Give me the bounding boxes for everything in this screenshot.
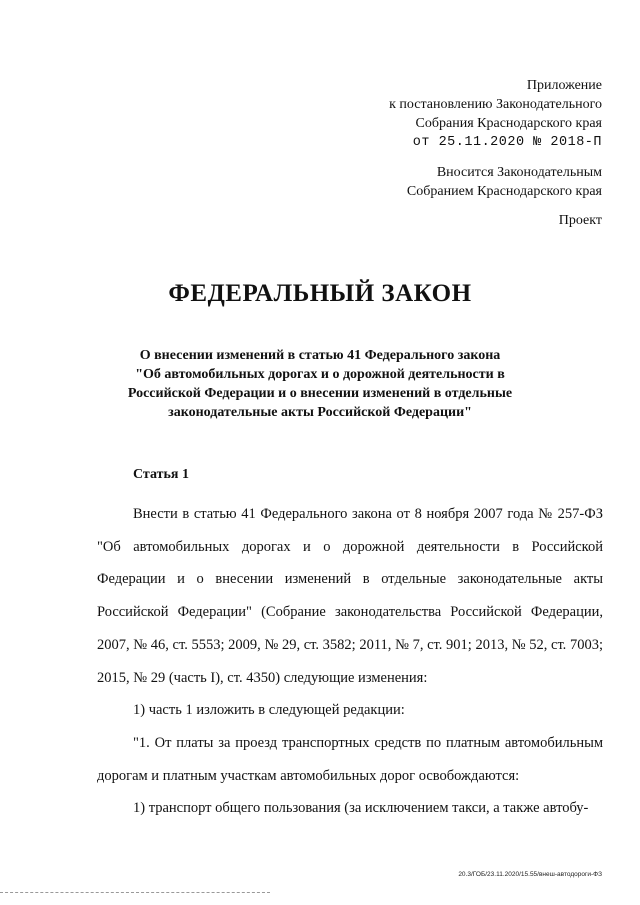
document-type-heading: ФЕДЕРАЛЬНЫЙ ЗАКОН xyxy=(168,280,472,307)
appendix-header xyxy=(389,76,602,152)
title-line-1: О внесении изменений в статью 41 Федерального закона xyxy=(139,348,501,363)
resolution-reference: к постановлению Законодательного xyxy=(389,97,602,112)
draft-label: Проект xyxy=(558,213,602,228)
submission-line-2: Собранием Краснодарского края xyxy=(406,184,602,199)
article-paragraph: Внести в статью 41 Федерального закона от 8 ноября 2007 года № 257-ФЗ "Об автомобильных дорогах и о дорожной деятельности в Российской Федерации и о внесении изменений в отдельные законодательные акты Российской Федерации" (Собрание законодательства Российской Федерации, 2007, № 46, ст. 5553; 2009, № 29, ст. 3582; 2011, № 7, ст. 901; 2013, № 52, ст. 7003; 2015, № 29 (часть I), ст. 4350) следующие изменения: xyxy=(97,506,603,686)
submission-line-1: Вносится Законодательным xyxy=(436,165,602,180)
article-paragraph: "1. От платы за проезд транспортных средств по платным автомобильным дорогам и платным участкам автомобильных дорог освобождаются: xyxy=(97,734,603,784)
document-code: 20.3/ГОБ/23.11.2020/15.55/внеш-автодороги-ФЗ xyxy=(458,871,602,878)
assembly-name: Собрания Краснодарского края xyxy=(415,116,602,131)
appendix-label: Приложение xyxy=(526,78,602,93)
article-heading: Статья 1 xyxy=(133,467,189,482)
article-paragraph: 1) часть 1 изложить в следующей редакции: xyxy=(133,702,405,719)
document-title xyxy=(90,346,550,422)
article-body xyxy=(97,498,603,825)
article-paragraph: 1) транспорт общего пользования (за исключением такси, а также автобу- xyxy=(133,800,589,817)
title-line-3: Российской Федерации и о внесении изменений в отдельные xyxy=(127,386,513,401)
resolution-date-number: от 25.11.2020 № 2018-П xyxy=(412,135,602,150)
scan-artifact-line xyxy=(0,892,270,893)
submission-note xyxy=(407,163,602,201)
title-line-2: "Об автомобильных дорогах и о дорожной деятельности в xyxy=(135,367,505,382)
title-line-4: законодательные акты Российской Федерации" xyxy=(168,405,472,420)
